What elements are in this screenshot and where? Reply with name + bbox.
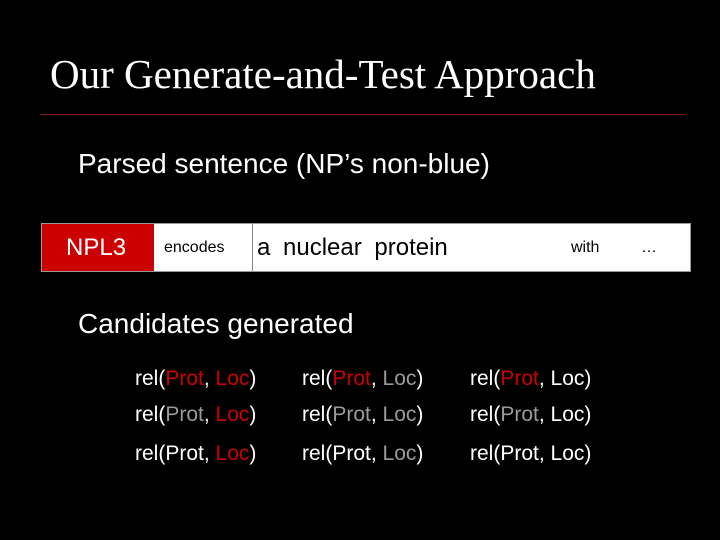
- rel-prefix: rel(: [135, 403, 166, 426]
- rel-arg2: Loc: [550, 367, 585, 390]
- rel-arg1: Prot: [165, 367, 204, 390]
- rel-suffix: ): [584, 442, 592, 465]
- rel-sep: ,: [538, 367, 551, 390]
- slide-title: Our Generate-and-Test Approach: [50, 51, 596, 97]
- rel-suffix: ): [416, 442, 424, 465]
- sentence-token-np-npl3: NPL3: [42, 224, 154, 271]
- rel-prefix: rel(: [302, 442, 333, 465]
- rel-sep: ,: [370, 367, 383, 390]
- candidate-relation: [135, 367, 256, 391]
- rel-sep: ,: [203, 403, 216, 426]
- candidate-relation: [302, 367, 423, 391]
- rel-arg2: Loc: [215, 367, 250, 390]
- rel-arg2: Loc: [382, 442, 417, 465]
- rel-arg2: Loc: [550, 403, 585, 426]
- rel-arg1: Prot: [500, 367, 539, 390]
- rel-arg1: Prot: [165, 403, 204, 426]
- rel-arg1: Prot: [500, 403, 539, 426]
- rel-prefix: rel(: [470, 367, 501, 390]
- rel-arg2: Loc: [550, 442, 585, 465]
- rel-prefix: rel(: [470, 403, 501, 426]
- candidate-relation: [470, 403, 591, 427]
- rel-arg1: Prot: [332, 442, 371, 465]
- candidate-relation: [302, 442, 423, 466]
- rel-sep: ,: [370, 442, 383, 465]
- rel-suffix: ): [416, 403, 424, 426]
- rel-prefix: rel(: [135, 442, 166, 465]
- rel-suffix: ): [416, 367, 424, 390]
- rel-arg1: Prot: [500, 442, 539, 465]
- candidate-relation: [135, 403, 256, 427]
- rel-sep: ,: [203, 367, 216, 390]
- rel-prefix: rel(: [135, 367, 166, 390]
- rel-suffix: ): [249, 403, 257, 426]
- rel-arg2: Loc: [215, 442, 250, 465]
- rel-prefix: rel(: [302, 367, 333, 390]
- candidate-relation: [302, 403, 423, 427]
- rel-sep: ,: [538, 403, 551, 426]
- rel-arg2: Loc: [382, 403, 417, 426]
- candidate-relation: [135, 442, 256, 466]
- rel-arg1: Prot: [165, 442, 204, 465]
- parsed-sentence-heading: Parsed sentence (NP’s non-blue): [78, 148, 490, 179]
- sentence-token-encodes: encodes: [154, 224, 252, 271]
- candidate-relation: [470, 442, 591, 466]
- parsed-sentence-bar: [41, 223, 691, 272]
- candidate-relation: [470, 367, 591, 391]
- rel-prefix: rel(: [470, 442, 501, 465]
- rel-suffix: ): [249, 442, 257, 465]
- sentence-token-with: with: [565, 224, 619, 271]
- rel-suffix: ): [584, 367, 592, 390]
- rel-prefix: rel(: [302, 403, 333, 426]
- rel-sep: ,: [370, 403, 383, 426]
- rel-arg2: Loc: [215, 403, 250, 426]
- rel-arg1: Prot: [332, 403, 371, 426]
- sentence-token-np-nuclear-protein: a nuclear protein: [252, 224, 565, 271]
- rel-sep: ,: [203, 442, 216, 465]
- rel-sep: ,: [538, 442, 551, 465]
- rel-arg2: Loc: [382, 367, 417, 390]
- rel-suffix: ): [249, 367, 257, 390]
- title-divider: [40, 114, 685, 115]
- rel-suffix: ): [584, 403, 592, 426]
- candidates-heading: Candidates generated: [78, 308, 354, 339]
- rel-arg1: Prot: [332, 367, 371, 390]
- sentence-token-ellipsis: …: [619, 224, 690, 271]
